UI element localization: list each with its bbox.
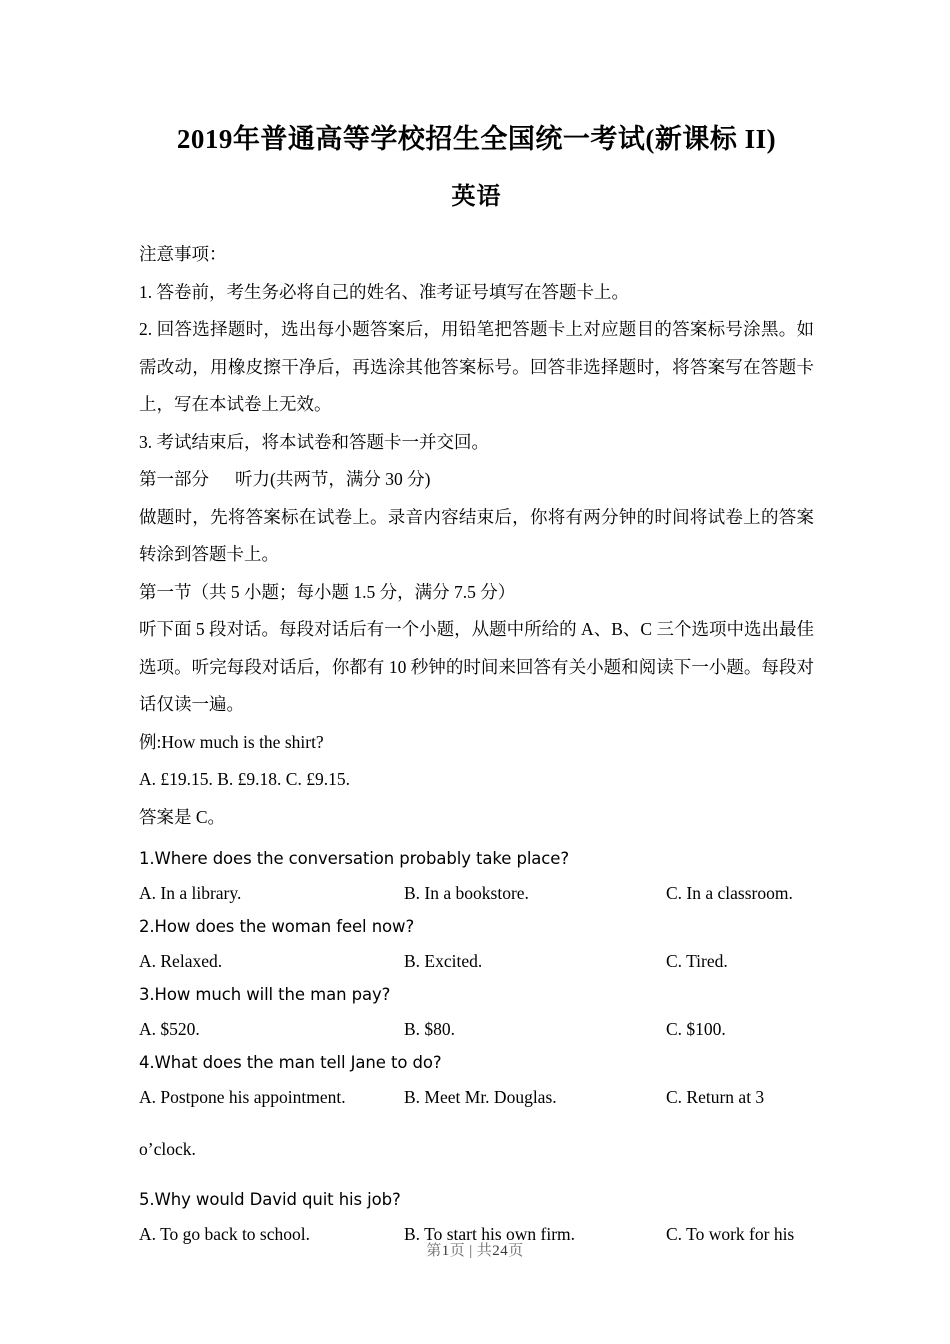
part-one-heading: [139, 461, 814, 499]
question-stem-1: [139, 836, 814, 876]
question-options-1: [139, 876, 814, 910]
question-stem-2: [139, 910, 814, 944]
question-number-1: 1.: [139, 849, 155, 868]
question-options-2: [139, 944, 814, 978]
option-c-4[interactable]: C. Return at 3: [666, 1087, 765, 1107]
question-options-3: [139, 1012, 814, 1046]
example-prompt: 例:How much is the shirt?: [139, 731, 324, 752]
option-c-4-continuation[interactable]: o’clock.: [139, 1138, 196, 1159]
example-options: A. £19.15. B. £9.18. C. £9.15.: [139, 769, 350, 789]
question-text-3: How much will the man pay?: [154, 985, 391, 1004]
question-number-2: 2.: [139, 917, 155, 936]
part-one-instruction: 做题时，先将答案标在试卷上。录音内容结束后，你将有两分钟的时间将试卷上的答案转涂到答题卡上。: [139, 506, 814, 564]
footer-page-prefix: 第: [426, 1243, 442, 1259]
footer-page-current: 1: [441, 1243, 450, 1259]
question-text-2: How does the woman feel now?: [154, 917, 415, 936]
question-text-4: What does the man tell Jane to do?: [154, 1053, 442, 1072]
option-c-2[interactable]: C. Tired.: [666, 951, 728, 971]
notice-section: [139, 212, 814, 461]
question-stem-4: [139, 1046, 814, 1080]
footer-total-pages: 24: [492, 1243, 509, 1259]
option-a-4[interactable]: A. Postpone his appointment.: [139, 1087, 346, 1107]
example-answer: 答案是 C。: [139, 806, 226, 827]
section-one-heading: 第一节（共 5 小题；每小题 1.5 分，满分 7.5 分）: [139, 581, 516, 602]
option-b-1[interactable]: B. In a bookstore.: [404, 883, 529, 903]
option-c-3[interactable]: C. $100.: [666, 1019, 726, 1039]
option-c-5[interactable]: C. To work for his: [666, 1224, 795, 1244]
question-text-5: Why would David quit his job?: [154, 1190, 401, 1209]
question-stem-3: [139, 978, 814, 1012]
footer-page-unit: 页: [449, 1243, 466, 1259]
option-b-5[interactable]: B. To start his own firm.: [404, 1224, 576, 1244]
option-c-1[interactable]: C. In a classroom.: [666, 883, 793, 903]
option-a-1[interactable]: A. In a library.: [139, 883, 242, 903]
option-b-4[interactable]: B. Meet Mr. Douglas.: [404, 1087, 557, 1107]
footer-total-unit: 页: [508, 1243, 524, 1259]
subject-title: 英语: [451, 184, 502, 210]
notice-item-3: 3. 考试结束后，将本试卷和答题卡一并交回。: [139, 431, 489, 452]
part-one-section: [139, 461, 814, 574]
section-one: [139, 574, 814, 837]
part-one-heading-title: 听力(共两节，满分 30 分): [235, 469, 431, 489]
part-one-heading-label: 第一部分: [139, 469, 209, 489]
page-content: [139, 0, 814, 1251]
section-one-instruction: 听下面 5 段对话。每段对话后有一个小题，从题中所给的 A、B、C 三个选项中选出最佳选项。听完每段对话后，你都有 10 秒钟的时间来回答有关小题和阅读下一小题。每段对话仅读一遍。: [139, 619, 814, 714]
option-a-2[interactable]: A. Relaxed.: [139, 951, 223, 971]
notice-heading: 注意事项：: [139, 244, 227, 264]
question-number-3: 3.: [139, 985, 155, 1004]
option-b-3[interactable]: B. $80.: [404, 1019, 456, 1039]
notice-item-2: 2. 回答选择题时，选出每小题答案后，用铅笔把答题卡上对应题目的答案标号涂黑。如需改动，用橡皮擦干净后，再选涂其他答案标号。回答非选择题时，将答案写在答题卡上，写在本试卷上无效。: [139, 319, 814, 414]
question-stem-5: [139, 1183, 814, 1217]
footer-separator: |: [469, 1243, 473, 1259]
question-options-4: [139, 1080, 814, 1114]
option-a-3[interactable]: A. $520.: [139, 1019, 200, 1039]
option-a-5[interactable]: A. To go back to school.: [139, 1224, 311, 1244]
page-title: 2019年普通高等学校招生全国统一考试(新课标 II): [176, 124, 777, 154]
page-footer: [0, 1239, 950, 1260]
question-number-4: 4.: [139, 1053, 155, 1072]
question-list: [139, 836, 814, 1251]
question-number-5: 5.: [139, 1190, 155, 1209]
option-b-2[interactable]: B. Excited.: [404, 951, 483, 971]
question-text-1: Where does the conversation probably take place?: [154, 849, 569, 868]
notice-item-1: 1. 答卷前，考生务必将自己的姓名、准考证号填写在答题卡上。: [139, 281, 629, 302]
footer-total-prefix: 共: [476, 1243, 493, 1259]
